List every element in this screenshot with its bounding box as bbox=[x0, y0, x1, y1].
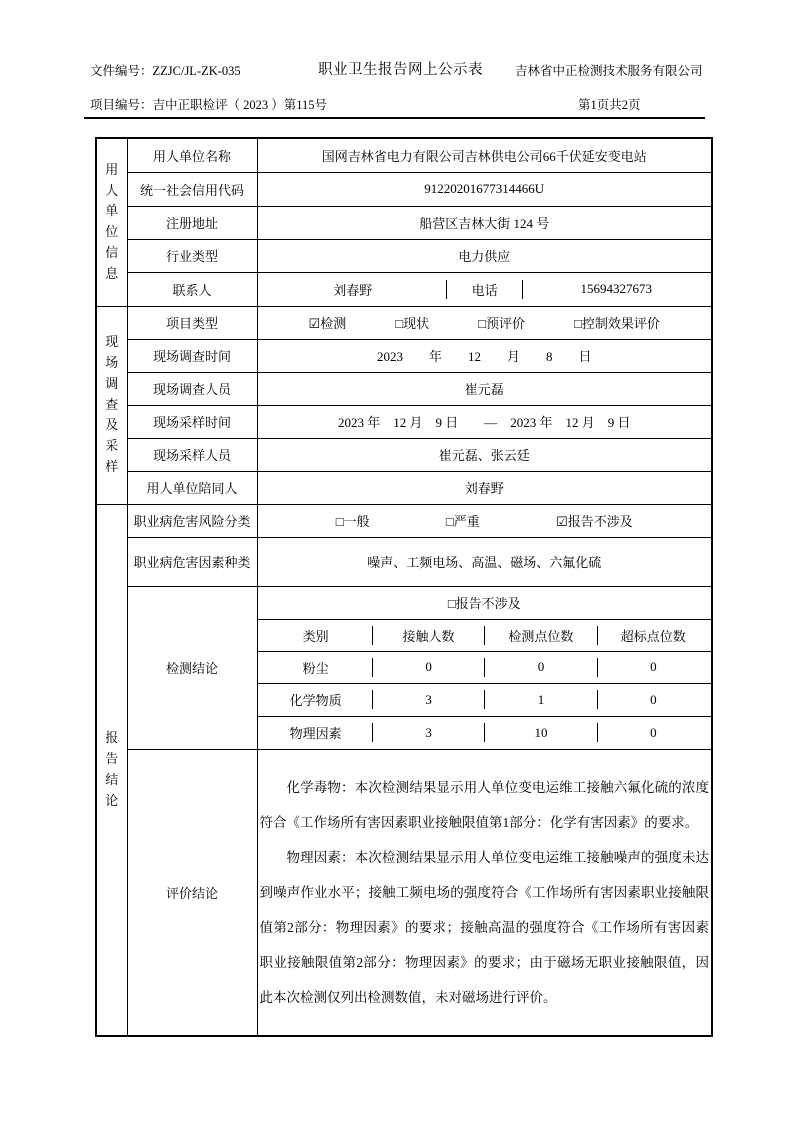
page-indicator: 第1页共2页 bbox=[578, 98, 641, 112]
doc-number: 文件编号：ZZJC/JL-ZK-035 bbox=[90, 64, 241, 78]
label-phone: 电话 bbox=[446, 280, 522, 299]
label-industry-type: 行业类型 bbox=[127, 239, 257, 272]
value-industry-type: 电力供应 bbox=[257, 239, 712, 272]
detection-row-chemical bbox=[257, 683, 712, 716]
detection-row-dust bbox=[257, 651, 712, 683]
risk-classification-options bbox=[257, 504, 712, 537]
label-survey-time: 现场调查时间 bbox=[127, 339, 257, 372]
risk-option-general: □一般 bbox=[335, 514, 370, 529]
detection-not-involved: □报告不涉及 bbox=[257, 586, 712, 619]
value-credit-code: 91220201677314466U bbox=[257, 172, 712, 206]
evaluation-text bbox=[257, 749, 712, 1036]
value-employer-name: 国网吉林省电力有限公司吉林供电公司66千伏延安变电站 bbox=[257, 138, 712, 172]
group-employer-info bbox=[96, 138, 127, 306]
label-sampling-staff: 现场采样人员 bbox=[127, 438, 257, 471]
value-contact-person: 刘春野 bbox=[333, 282, 373, 298]
risk-option-not-involved: ☑报告不涉及 bbox=[556, 514, 633, 529]
project-type-option-detection: ☑检测 bbox=[308, 316, 347, 331]
value-sampling-time: 2023 年 12 月 9 日 — 2023 年 12 月 9 日 bbox=[257, 405, 712, 438]
detection-col-category: 类别 bbox=[302, 628, 329, 644]
label-hazard-types: 职业病危害因素种类 bbox=[127, 537, 257, 586]
detection-cell: 0 bbox=[372, 658, 484, 677]
label-credit-code: 统一社会信用代码 bbox=[127, 172, 257, 206]
detection-cell: 10 bbox=[484, 723, 596, 742]
label-registered-address: 注册地址 bbox=[127, 206, 257, 239]
project-type-options bbox=[257, 306, 712, 339]
label-contact-person: 联系人 bbox=[127, 272, 257, 306]
risk-option-severe: □严重 bbox=[445, 514, 480, 529]
detection-cell: 1 bbox=[484, 690, 596, 709]
detection-cell: 物理因素 bbox=[289, 726, 342, 741]
company-name: 吉林省中正检测技术服务有限公司 bbox=[515, 64, 703, 78]
value-survey-time: 2023 年 12 月 8 日 bbox=[257, 339, 712, 372]
detection-row-physical bbox=[257, 716, 712, 749]
label-evaluation-conclusion: 评价结论 bbox=[127, 749, 257, 1036]
value-registered-address: 船营区吉林大街 124 号 bbox=[257, 206, 712, 239]
evaluation-paragraph-physical: 物理因素：本次检测结果显示用人单位变电运维工接触噪声的强度未达到噪声作业水平；接触工频电场的强度符合《工作场所有害因素职业接触限值第2部分：物理因素》的要求；接触高温的强度符合《工作场所有害因素职业接触限值第2部分：物理因素》的要求；由于磁场无职业接触限值，因此本次检测仅列出检测数值，未对磁场进行评价。 bbox=[259, 849, 709, 1005]
label-employer-name: 用人单位名称 bbox=[127, 138, 257, 172]
group-report-conclusion-label: 报告结论 bbox=[105, 730, 119, 808]
label-sampling-time: 现场采样时间 bbox=[127, 405, 257, 438]
detection-col-exceed: 超标点位数 bbox=[597, 626, 709, 645]
detection-table-header bbox=[257, 619, 712, 651]
detection-cell: 3 bbox=[372, 723, 484, 742]
detection-cell: 3 bbox=[372, 690, 484, 709]
group-report-conclusion bbox=[96, 504, 127, 1036]
detection-cell: 粉尘 bbox=[302, 660, 329, 676]
value-escort: 刘春野 bbox=[257, 471, 712, 504]
label-detection-conclusion: 检测结论 bbox=[127, 586, 257, 749]
group-employer-info-label: 用人单位信息 bbox=[105, 161, 119, 281]
header-rule bbox=[84, 117, 705, 119]
evaluation-paragraph-chemical: 化学毒物：本次检测结果显示用人单位变电运维工接触六氟化硫的浓度符合《工作场所有害因素职业接触限值第1部分：化学有害因素》的要求。 bbox=[259, 779, 709, 830]
detection-cell: 0 bbox=[597, 723, 709, 742]
detection-col-points: 检测点位数 bbox=[484, 626, 596, 645]
label-risk-classification: 职业病危害风险分类 bbox=[127, 504, 257, 537]
main-table bbox=[95, 137, 713, 1037]
detection-col-exposed: 接触人数 bbox=[372, 626, 484, 645]
group-site-survey-label: 现场调查及采样 bbox=[105, 334, 119, 474]
label-escort: 用人单位陪同人 bbox=[127, 471, 257, 504]
label-survey-staff: 现场调查人员 bbox=[127, 372, 257, 405]
value-hazard-types: 噪声、工频电场、高温、磁场、六氟化硫 bbox=[257, 537, 712, 586]
label-project-type: 项目类型 bbox=[127, 306, 257, 339]
contact-row bbox=[257, 272, 712, 306]
detection-cell: 0 bbox=[597, 658, 709, 677]
project-type-option-pre-evaluation: □预评价 bbox=[478, 316, 526, 331]
value-survey-staff: 崔元磊 bbox=[257, 372, 712, 405]
project-number: 项目编号：吉中正职检评（ 2023 ）第115号 bbox=[90, 98, 328, 112]
detection-cell: 化学物质 bbox=[289, 693, 342, 708]
detection-cell: 0 bbox=[484, 658, 596, 677]
detection-cell: 0 bbox=[597, 690, 709, 709]
project-type-option-control-effect: □控制效果评价 bbox=[574, 316, 660, 331]
page-title: 职业卫生报告网上公示表 bbox=[318, 62, 483, 78]
group-site-survey bbox=[96, 306, 127, 504]
value-sampling-staff: 崔元磊、张云廷 bbox=[257, 438, 712, 471]
project-type-option-status: □现状 bbox=[395, 316, 430, 331]
value-phone: 15694327673 bbox=[522, 280, 709, 299]
